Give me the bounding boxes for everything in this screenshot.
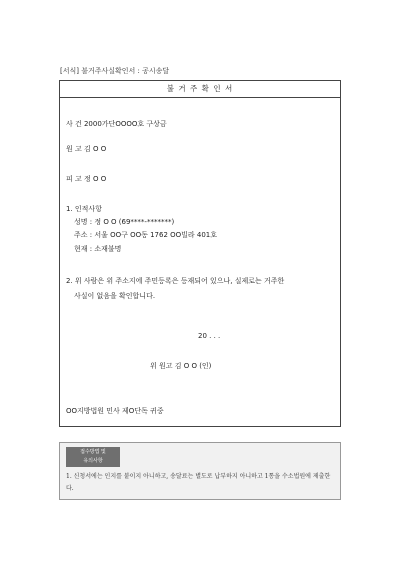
notice-box (59, 442, 341, 500)
defendant-line: 피 고 정 O O (66, 175, 107, 183)
name-line: 성명 : 정 O O (69****-*******) (74, 218, 175, 226)
address-line: 주소 : 서울 OO구 OO동 1762 OO빌라 401호 (74, 231, 218, 239)
current-address-line: 현재 : 소재불명 (74, 245, 122, 253)
signer-line: 위 원고 김 O O (인) (150, 362, 212, 370)
case-line: 사 건 2000가단OOOO호 구상금 (66, 120, 167, 128)
document-box (59, 80, 341, 427)
notice-text: 1. 신청서에는 인지를 붙이지 아니하고, 송달료는 별도로 납부하지 아니하고 1통을 수소법원에 제출한다. (66, 473, 331, 492)
plaintiff-line: 원 고 김 O O (66, 145, 107, 153)
section2-line1: 2. 위 사람은 위 주소지에 주민등록은 등재되어 있으나, 실제로는 거주한 (66, 277, 285, 285)
notice-label-line1: 접수방법 및 (80, 449, 106, 455)
section2-line2: 사실이 없음을 확인합니다. (74, 292, 156, 300)
court-line: OO지방법원 민사 제O단독 귀중 (66, 407, 164, 415)
notice-label-line2: 유의사항 (83, 458, 103, 464)
document-title: 불 거 주 확 인 서 (60, 81, 340, 98)
notice-label (66, 447, 120, 467)
form-header: [서식] 불거주사실확인서 : 공시송달 (60, 67, 170, 75)
section1-heading: 1. 인적사항 (66, 205, 102, 213)
date-line: 20 . . . (198, 332, 221, 340)
